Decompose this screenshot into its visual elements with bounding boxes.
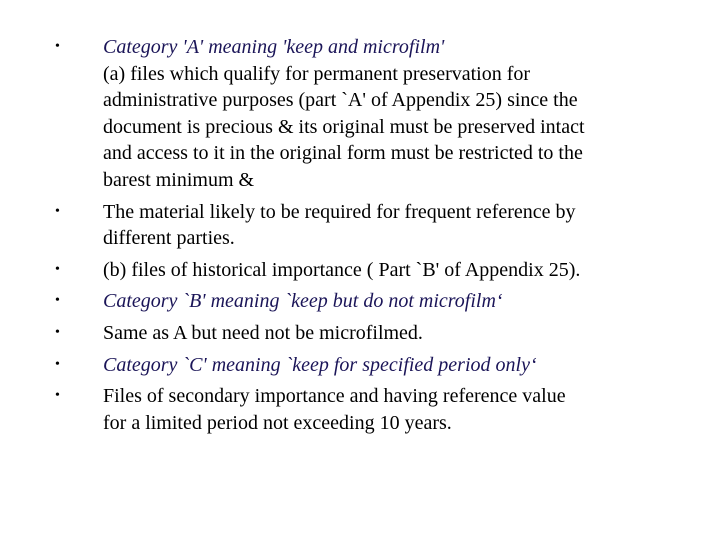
bullet-dot-icon: •	[55, 356, 60, 372]
bullet-item-category-c	[55, 352, 695, 379]
same-as-a-line-1: Same as A but need not be microfilmed.	[103, 321, 423, 344]
category-b-heading: Category `B' meaning `keep but do not microfilm‘	[103, 290, 503, 313]
category-a-line-1: (a) files which qualify for permanent preservation for	[103, 62, 531, 85]
bullet-text	[103, 257, 695, 284]
bullet-dot-icon: •	[55, 261, 60, 277]
category-a-line-3: document is precious & its original must be preserved intact	[103, 115, 585, 138]
bullet-item-material-reference	[55, 199, 695, 252]
bullet-item-category-a	[55, 34, 695, 194]
bullet-item-historical-files	[55, 257, 695, 284]
secondary-line-2: for a limited period not exceeding 10 years.	[103, 411, 452, 434]
category-a-line-2: administrative purposes (part `A' of Appendix 25) since the	[103, 89, 578, 112]
bullet-item-same-as-a	[55, 320, 695, 347]
bullet-text	[103, 288, 695, 315]
bullet-text	[103, 34, 695, 194]
category-c-heading: Category `C' meaning `keep for specified period only‘	[103, 353, 537, 376]
bullet-dot-icon: •	[55, 39, 60, 54]
bullet-dot-icon: •	[55, 324, 60, 340]
bullet-text	[103, 352, 695, 379]
bullet-item-secondary-files	[55, 383, 695, 436]
bullet-dot-icon: •	[55, 203, 60, 219]
category-a-heading: Category 'A' meaning 'keep and microfilm'	[103, 36, 445, 58]
category-a-line-4: and access to it in the original form must be restricted to the	[103, 142, 583, 165]
material-line-1: The material likely to be required for frequent reference by	[103, 200, 576, 223]
category-a-line-5: barest minimum &	[103, 168, 255, 191]
bullet-text	[103, 383, 695, 436]
historical-line-1: (b) files of historical importance ( Part `B' of Appendix 25).	[103, 258, 581, 281]
material-line-2: different parties.	[103, 227, 235, 250]
bullet-dot-icon: •	[55, 388, 60, 404]
bullet-list	[55, 34, 695, 441]
bullet-text	[103, 199, 695, 252]
bullet-item-category-b	[55, 288, 695, 315]
secondary-line-1: Files of secondary importance and having reference value	[103, 385, 566, 408]
bullet-text	[103, 320, 695, 347]
bullet-dot-icon: •	[55, 293, 60, 309]
